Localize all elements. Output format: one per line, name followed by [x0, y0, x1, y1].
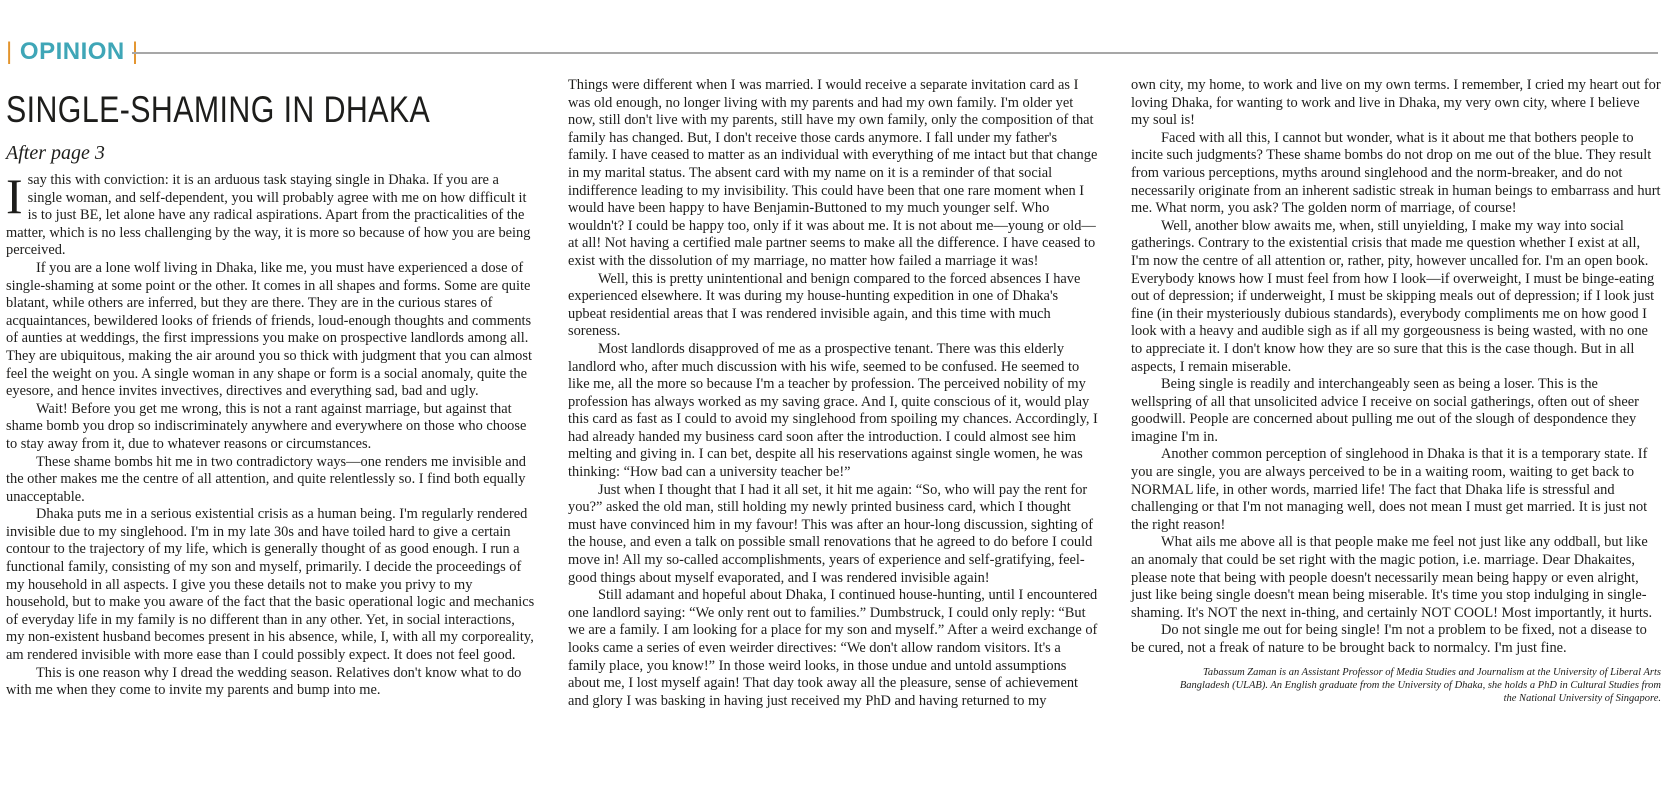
column-3: [1131, 77, 1661, 705]
section-label: [6, 38, 139, 66]
paragraph: [6, 168, 536, 260]
paragraph: What ails me above all is that people make me feel not just like any oddball, but like an anomaly that could be set right with the magic potion, i.e. marriage. Dear Dhakaites, please note that being with people doesn't necessarily mean being happy or even alright, just like being single doesn't mean being miserable. It's time you stop indulging in single-shaming. It's NOT the next in-thing, and certainly NOT COOL! Most importantly, it hurts.: [1131, 534, 1653, 621]
paragraph-text: say this with conviction: it is an arduous task staying single in Dhaka. If you are a single woman, and self-dependent, you will probably agree with me on how difficult it is to just BE, let alone have any radical aspirations. Apart from the practicalities of the matter, which is no less challenging by the way, it is more so because of how you are being perceived.: [6, 172, 531, 259]
paragraph: Well, this is pretty unintentional and benign compared to the forced absences I have experienced elsewhere. It was during my house-hunting expedition in one of Dhaka's upbeat residential areas that I was rendered invisible again, and this time with much soreness.: [568, 270, 1081, 340]
column-1: [6, 168, 536, 700]
paragraph: Dhaka puts me in a serious existential crisis as a human being. I'm regularly rendered invisible due to my singlehood. I'm in my late 30s and have toiled hard to give a certain contour to the trajectory of my life, which is generally thought of as good enough. I run a functional family, consisting of my son and myself, primarily. I decide the proceedings of my household in all aspects. I give you these details not to make you privy to my household, but to make you aware of the fact that the basic operational logic and mechanics of everyday life in my family is no different than in any other. Yet, in social interactions, my non-existent husband becomes present in his absence, while, I, with all my corporeality, am rendered invisible with more ease than I could possibly expect. It does not feel good.: [6, 506, 535, 664]
paragraph: These shame bombs hit me in two contradictory ways—one renders me invisible and the other makes me the centre of all attention, and quite relentlessly so. I find both equally unacceptable.: [6, 453, 526, 505]
author-byline: Tabassum Zaman is an Assistant Professor of Media Studies and Journalism at the University of Liberal Arts Bangladesh (ULAB). An English graduate from the University of Dhaka, she holds a PhD in Cultural Studies from the National University of Singapore.: [1179, 666, 1661, 704]
paragraph: own city, my home, to work and live on my own terms. I remember, I cried my heart out for loving Dhaka, for wanting to work and live in Dhaka, my very own city, where I believe my soul is!: [1131, 77, 1661, 129]
column-2: [568, 77, 1098, 710]
pipe-left: |: [6, 38, 13, 65]
headline: SINGLE-SHAMING IN DHAKA: [6, 89, 431, 130]
paragraph: Wait! Before you get me wrong, this is not a rant against marriage, but against that shame bomb you drop so indiscriminately anywhere and everywhere on those who choose to stay away from it, due to whatever reasons or circumstances.: [6, 400, 527, 452]
paragraph: Faced with all this, I cannot but wonder, what is it about me that bothers people to incite such judgments? These shame bombs do not drop on me out of the blue. They result from various perceptions, myths around singlehood and the norm-breaker, and do not necessarily originate from an inherent sadistic streak in human beings to embarrass and hurt me. What norm, you ask? The golden norm of marriage, of course!: [1131, 129, 1661, 217]
paragraph: Well, another blow awaits me, when, still unyielding, I make my way into social gatherings. Contrary to the existential crisis that made me question whether I exist at all, I'm now the centre of all attention or, rather, pity, however uncalled for. I'm an open book. Everybody knows how I must feel from how I look—if overweight, I must be binge-eating out of depression; if underweight, I must be skipping meals out of depression; if I look just fine (in their mysteriously dubious standards), everybody compliments me on how good I look with a heavy and audible sigh as if all my gorgeousness is being wasted, with no one to appreciate it. I don't know how they are so sure that this is the case though. But in all aspects, I remain miserable.: [1131, 217, 1655, 375]
paragraph: Another common perception of singlehood in Dhaka is that it is a temporary state. If you are single, you are always perceived to be in a waiting room, waiting to get back to NORMAL life, in other words, married life! The fact that Dhaka life is stressful and challenging or that I'm not managing well, does not mean I must get married. It is just not the right reason!: [1131, 446, 1648, 533]
drop-cap: I: [6, 168, 23, 224]
paragraph: Do not single me out for being single! I'm not a problem to be fixed, not a disease to be cured, not a freak of nature to be brought back to normalcy. I'm just fine.: [1131, 622, 1647, 656]
paragraph: Most landlords disapproved of me as a prospective tenant. There was this elderly landlord who, after much discussion with his wife, seemed to be confused. He seemed to like me, all the more so because I'm a teacher by profession. The perceived nobility of my profession has always worked as my saving grace. And I, quite conscious of it, would play this card as fast as I could to avoid my singlehood from spoiling my chances. Accordingly, I had already handed my business card soon after the introduction. I could almost see him melting and giving in. I can bet, despite all his reservations against single women, he was thinking: “How bad can a university teacher be!”: [568, 340, 1098, 481]
top-edge: [0, 0, 1677, 8]
paragraph: Still adamant and hopeful about Dhaka, I continued house-hunting, until I encountered one landlord saying: “We only rent out to families.” Dumbstruck, I could only reply: “But we are a family. I am looking for a place for my son and myself.” After a weird exchange of looks came a series of even weirder directives: “We don't allow random visitors. It's a family place, you know!” In those weird looks, in those undue and untold assumptions about me, I lost myself again! That day took away all the pleasure, sense of achievement and glory I was basking in having just received my PhD and having returned to my: [568, 587, 1098, 709]
section-name: OPINION: [19, 38, 125, 65]
paragraph: Things were different when I was married. I would receive a separate invitation card as I was old enough, no longer living with my parents and had my own family. I'm older yet now, still don't live with my parents, still have my own family, only the composition of that family has changed. But, I don't receive those cards anymore. I fall under my father's family. I have ceased to matter as an individual with everything of me intact but that change in my marital status. The absent card with my name on it is a reminder of that social indifference leading to my invisibility. This could have been that one rare moment when I would have been happy to have Benjamin-Buttoned to my much younger self. Who wouldn't? I could be happy too, only if it was about me. It is not about me—young or old—at all! Not having a certified male partner seems to make all the difference. I have ceased to exist with the dissolution of my marriage, no matter how failed a marriage it was!: [568, 77, 1098, 269]
section-header: [6, 38, 1658, 66]
paragraph: This is one reason why I dread the wedding season. Relatives don't know what to do with me when they come to invite my parents and bump into me.: [6, 664, 522, 699]
paragraph: Just when I thought that I had it all set, it hit me again: “So, who will pay the rent for you?” asked the old man, still holding my newly printed business card, which I thought must have convinced him in my favour! This was after an hour-long discussion, sighting of the house, and even a talk on possible small renovations that he agreed to do before I could move in! All my so-called accomplishments, years of experience and self-gratifying, feel-good things about myself evaporated, and I was rendered invisible again!: [568, 481, 1094, 586]
subhead: After page 3: [6, 142, 105, 164]
section-rule: [132, 52, 1658, 54]
paragraph: Being single is readily and interchangeably seen as being a loser. This is the wellspring of all that unsolicited advice I receive on social gatherings, often out of sheer goodwill. People are concerned about pulling me out of the slough of despondence they imagine I'm in.: [1131, 376, 1639, 445]
paragraph: If you are a lone wolf living in Dhaka, like me, you must have experienced a dose of single-shaming at some point or the other. It comes in all shapes and forms. Some are quite blatant, while others are inferred, but they are there. They are in the curious stares of acquaintances, bewildered looks of friends of friends, loud-enough thoughts and comments of aunties at weddings, the first impressions you make on prospective landlords among all. They are ubiquitous, making the air around you so thick with judgment that you can almost feel the weight on you. A single woman in any shape or form is a social anomaly, quite the eyesore, and hence invites invectives, directives and everything sad, bad and ugly.: [6, 259, 532, 400]
